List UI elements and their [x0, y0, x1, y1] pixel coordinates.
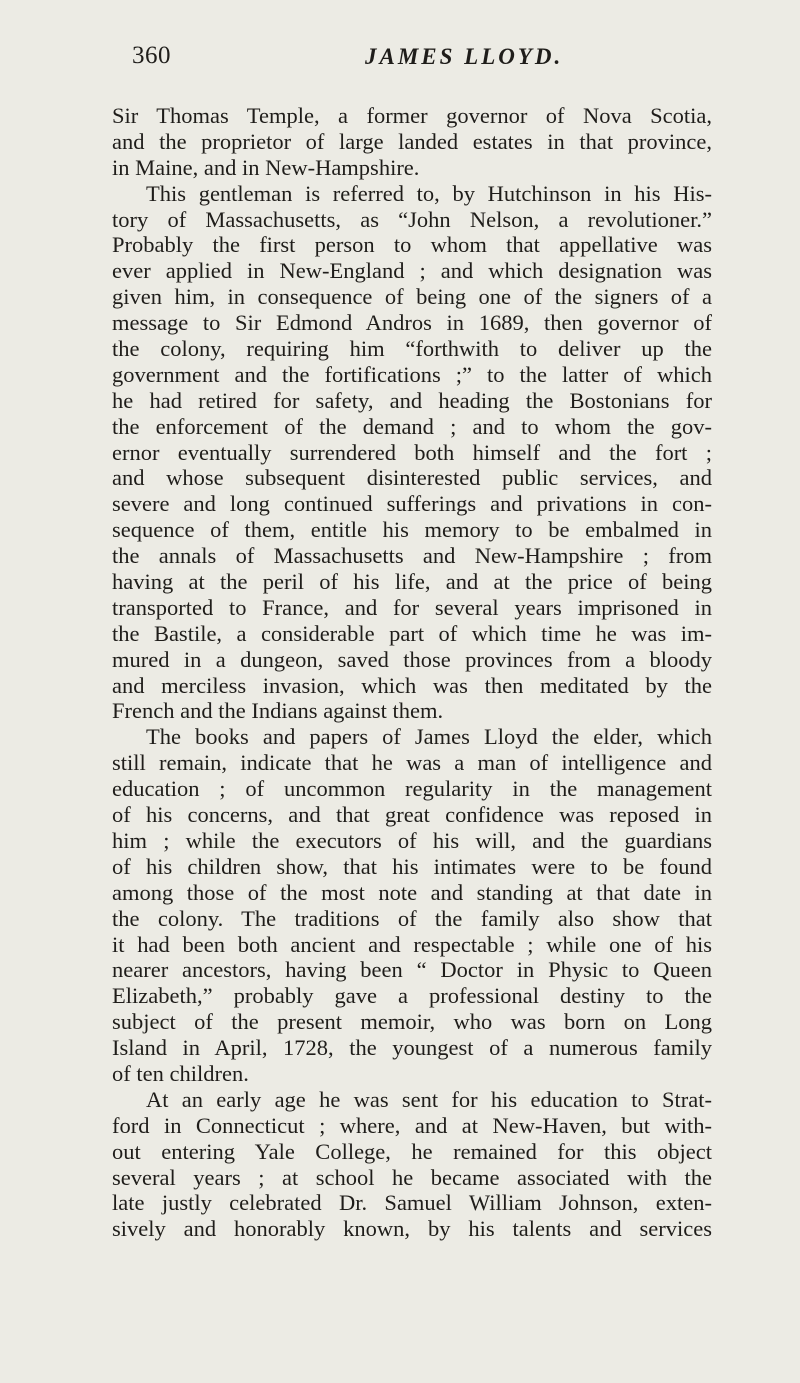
text-line: it had been both ancient and respectable ; while one of his	[112, 931, 712, 957]
text-line: This gentleman is referred to, by Hutchinson in his His-	[146, 180, 712, 206]
text-line: tory of Massachusetts, as “John Nelson, a revolutioner.”	[112, 206, 712, 232]
page-number: 360	[132, 42, 171, 69]
text-line: nearer ancestors, having been “ Doctor in Physic to Queen	[112, 957, 712, 983]
page-header	[132, 42, 692, 82]
text-line: Sir Thomas Temple, a former governor of Nova Scotia,	[112, 103, 712, 128]
text-line: subject of the present memoir, who was born on Long	[112, 1009, 712, 1035]
text-line: Island in April, 1728, the youngest of a numerous family	[112, 1035, 712, 1061]
text-line: The books and papers of James Lloyd the elder, which	[146, 724, 712, 750]
text-line: ever applied in New-England ; and which designation was	[112, 258, 712, 284]
text-line: mured in a dungeon, saved those provinces from a bloody	[112, 646, 712, 672]
running-head: JAMES LLOYD.	[365, 44, 564, 69]
body-text	[112, 103, 712, 1242]
text-line: and whose subsequent disinterested public services, and	[112, 465, 712, 491]
text-line: of ten children.	[112, 1060, 249, 1086]
text-line: education ; of uncommon regularity in the management	[112, 776, 712, 802]
text-line: transported to France, and for several years imprisoned in	[112, 594, 712, 620]
text-line: among those of the most note and standing at that date in	[112, 879, 712, 905]
text-line: he had retired for safety, and heading the Bostonians for	[112, 387, 712, 413]
text-line: late justly celebrated Dr. Samuel William Johnson, exten-	[112, 1190, 712, 1216]
text-line: Probably the first person to whom that appellative was	[112, 232, 712, 258]
text-line: in Maine, and in New-Hampshire.	[112, 154, 420, 180]
text-line: message to Sir Edmond Andros in 1689, then governor of	[112, 310, 712, 336]
text-line: several years ; at school he became associated with the	[112, 1164, 712, 1190]
text-line: of his children show, that his intimates were to be found	[112, 853, 712, 879]
text-line: given him, in consequence of being one of the signers of a	[112, 284, 712, 310]
text-line: having at the peril of his life, and at the price of being	[112, 569, 712, 595]
text-line: severe and long continued sufferings and privations in con-	[112, 491, 712, 517]
text-line: out entering Yale College, he remained for this object	[112, 1138, 712, 1164]
text-line: sively and honorably known, by his talents and services	[112, 1216, 712, 1242]
text-line: and merciless invasion, which was then meditated by the	[112, 672, 712, 698]
text-line: Elizabeth,” probably gave a professional destiny to the	[112, 983, 712, 1009]
text-line: ford in Connecticut ; where, and at New-Haven, but with-	[112, 1112, 712, 1138]
text-line: the enforcement of the demand ; and to whom the gov-	[112, 413, 712, 439]
text-line: still remain, indicate that he was a man of intelligence and	[112, 750, 712, 776]
text-line: At an early age he was sent for his education to Strat-	[146, 1086, 712, 1112]
text-line: the Bastile, a considerable part of which time he was im-	[112, 620, 712, 646]
text-line: sequence of them, entitle his memory to be embalmed in	[112, 517, 712, 543]
text-line: government and the fortifications ;” to the latter of which	[112, 361, 712, 387]
text-line: the annals of Massachusetts and New-Hampshire ; from	[112, 543, 712, 569]
text-line: French and the Indians against them.	[112, 698, 444, 724]
text-line: of his concerns, and that great confidence was reposed in	[112, 802, 712, 828]
text-line: him ; while the executors of his will, and the guardians	[112, 827, 712, 853]
text-line: the colony, requiring him “forthwith to deliver up the	[112, 336, 712, 362]
text-line: ernor eventually surrendered both himself and the fort ;	[112, 439, 712, 465]
text-line: the colony. The traditions of the family also show that	[112, 905, 712, 931]
text-line: and the proprietor of large landed estates in that province,	[112, 128, 712, 154]
